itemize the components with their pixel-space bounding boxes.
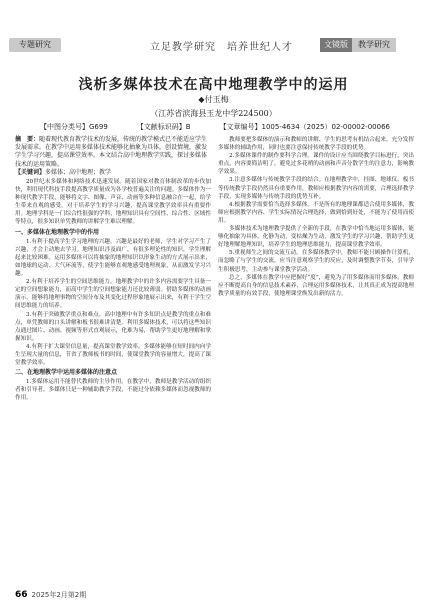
section-tag: [320, 38, 396, 52]
section-label: 教学研究: [352, 38, 396, 52]
doc-code: 【文献标识码】B: [136, 123, 191, 131]
paragraph: 1.有利于提高学生学习地理的兴趣。兴趣是最好的老师，学生对学习产生了兴趣，才会主动地去学习。地理知识涉及面广，有很多理论性的知识，学生理解起来比较困难。运用多媒体可以将抽象的地理知识以形象生动的方式展示出来，如地球的运动、大气环流等，使学生能够直观地感受地理现象，从而激发学习兴趣。: [15, 238, 211, 278]
paragraph: 20世纪末多媒体和网络技术迅速发展。随着国家对教育体制改革的步伐加快，利用现代科技手段提高教学质量成为各学校普遍关注的问题。多媒体作为一种现代教学手段，能够将文字、图像、声音、动画等多种信息融合在一起，给学生带来直观的感受，对于培养学生的学习兴趣，提高课堂教学效率具有重要作用。地理学科是一门综合性很强的学科，地理知识具有空间性、综合性、区域性等特点，很多知识单凭教师的讲解学生难以理解。: [15, 179, 211, 226]
right-column: [218, 136, 414, 586]
abstract-label: 摘 要：: [15, 136, 40, 143]
paragraph: 总之，多媒体在教学中应把握好“度”，避免为了用多媒体而用多媒体。教师应不断提高自身的信息技术素养，合理运用多媒体技术，让其真正成为提高地理教学质量的有效手段，使地理课堂焕发出新的活力。: [218, 274, 414, 297]
section-heading: 二、在地理教学中运用多媒体的注意点: [15, 369, 118, 377]
clc-number: 【中图分类号】G699: [40, 123, 108, 131]
paragraph: 3.有利于突破教学重点和难点。高中地理中有许多知识点是教学的重点和难点，单凭教师的口头讲解和板书很难讲清楚。利用多媒体技术，可以将这些知识点通过图片、动画、视频等形式直观展示，化难为易，帮助学生更好地理解和掌握知识。: [15, 311, 211, 342]
paragraph: 5.重视师生之间的交流互动。在多媒体教学中，教师不能只顾操作计算机，而忽略了与学生的交流，应当注意观察学生的反应，及时调整教学节奏，引导学生积极思考，主动参与课堂教学活动。: [218, 250, 414, 273]
article-number: 【文章编号】1005-4634（2025）02-00002-00066: [219, 123, 390, 131]
issue-tag: 文镜版: [320, 38, 352, 52]
page-number: 66: [15, 590, 28, 600]
paragraph: 1.多媒体运用不能替代教师的主导作用。在教学中，教师是教学活动的组织者和引导者，多媒体只是一种辅助教学手段，不能过分依赖多媒体而忽视教师的作用。: [15, 379, 211, 402]
page-header: [0, 0, 427, 52]
paragraph: 2.有利于培养学生的空间思维能力。地理教学中的许多内容需要学生具备一定的空间想象能力，而高中学生的空间想象能力还比较薄弱。借助多媒体的动画演示，能够将地理事物的空间分布及其变化过程形象地展示出来，有利于学生空间思维能力的培养。: [15, 279, 211, 310]
paragraph: 2.多媒体课件的制作要科学合理。课件的设计应当围绕教学目标进行，突出重点，内容要简洁明了，避免过多花哨的动画和声音分散学生的注意力，影响教学效果。: [218, 153, 414, 176]
abstract: [15, 136, 211, 177]
issue-date: 2025年2月第2期: [31, 591, 87, 599]
abstract-text: 随着现代教育教学技术的发展，传统的教学模式已不能适应学生发展需求。在教学中运用多媒体技术能够化抽象为具体，创设情境，激发学生学习兴趣，提高课堂效率。本文结合高中地理教学实践，探讨多媒体技术的运用策略。: [15, 136, 208, 168]
article-author: ◆付玉梅: [198, 95, 229, 104]
paragraph: 教师要把多媒体的演示和教师的讲解、学生的思考有机结合起来，充分发挥多媒体的辅助作用，同时也要注意保持传统教学手段的优势。: [218, 137, 414, 152]
article-affiliation: （江苏省滨海县玉龙中学224500）: [150, 109, 277, 118]
paragraph: 4.有利于扩大课堂信息量，提高课堂教学效率。多媒体能够在短时间内向学生呈现大量的信息，节省了教师板书的时间，使课堂教学的容量增大，提高了课堂教学效率。: [15, 343, 211, 367]
column-tag: 专题研究: [9, 38, 61, 52]
article-title: 浅析多媒体技术在高中地理教学中的运用: [78, 77, 349, 93]
section-heading: 一、多媒体在地理教学中的作用: [15, 228, 100, 236]
keywords-label: 【关键词】: [15, 168, 46, 176]
keywords-text: 多媒体；高中地理；教学: [45, 168, 112, 176]
paragraph: 多媒体技术为地理教学提供了全新的手段，在教学中恰当地运用多媒体，能够化抽象为具体，化静为动，变枯燥为生动，激发学生的学习兴趣，帮助学生更好地理解地理知识，培养学生的地理思维能力，提高课堂教学效率。: [218, 226, 414, 249]
page-footer: [15, 590, 86, 600]
paragraph: 4.根据教学需要恰当选择多媒体。不是所有的地理课都适合使用多媒体，教师应根据教学内容、学生实际情况合理选择，做到恰到好处，不能为了使用而使用。: [218, 201, 414, 224]
header-slogan: 立足教学研究 培养世纪人才: [150, 42, 293, 53]
article-codes: [40, 122, 390, 132]
left-column: [15, 178, 211, 586]
paragraph: 3.注意多媒体与传统教学手段的结合。在地理教学中，挂图、地球仪、板书等传统教学手段仍然具有重要作用，教师应根据教学内容的需要，合理选择教学手段，实现多媒体与传统手段的优势互补。: [218, 177, 414, 200]
